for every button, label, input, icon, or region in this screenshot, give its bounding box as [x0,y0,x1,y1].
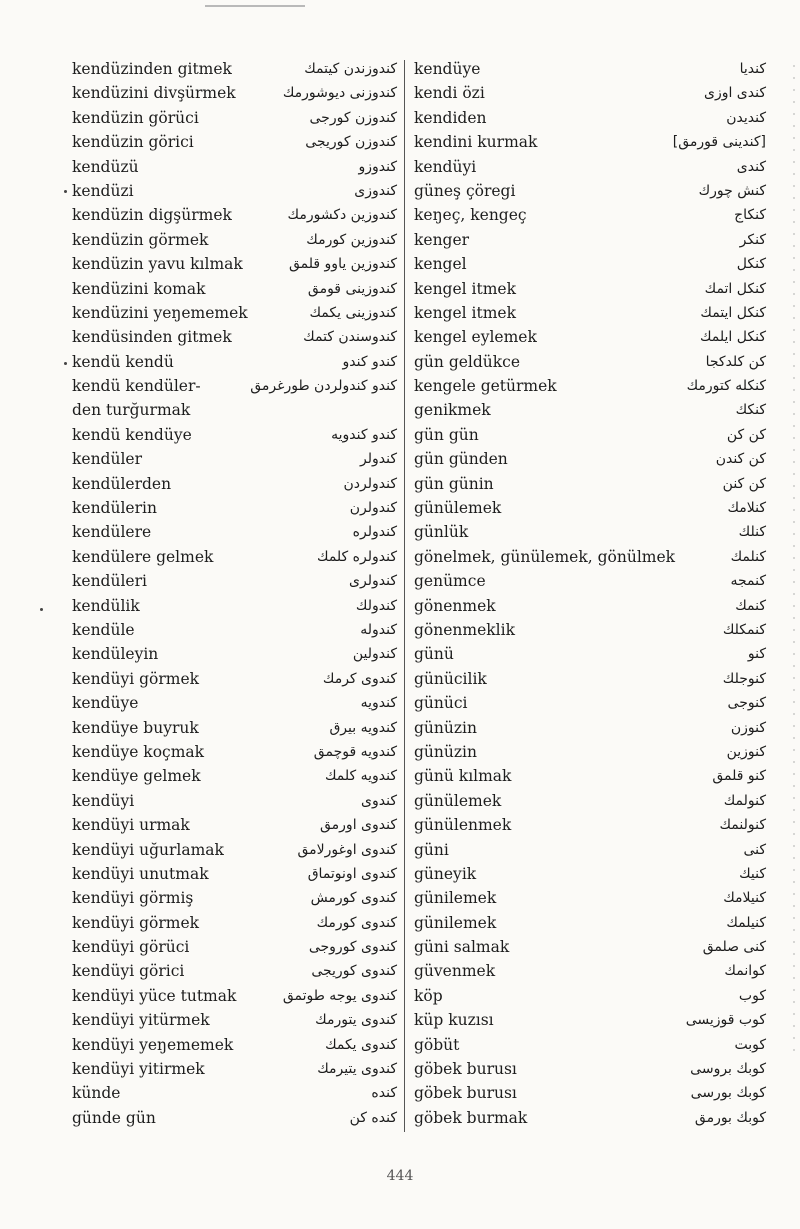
entry-ottoman: كندولره [352,524,397,541]
dictionary-entry [72,691,397,715]
entry-ottoman: كندى اوزى [703,85,766,102]
entry-latin: göbek burusı [414,1060,517,1079]
dictionary-entry [414,1106,766,1130]
dictionary-entry [414,935,766,959]
dictionary-entry [414,447,766,471]
entry-latin: günilemek [414,889,497,908]
entry-ottoman: كنى [743,841,766,858]
dictionary-entry [72,569,397,593]
dictionary-entry [72,423,397,447]
ink-speck [64,190,67,193]
entry-ottoman: كنكل اتمك [704,280,766,297]
dictionary-entry [72,642,397,666]
entry-ottoman: كنيك [739,865,766,882]
entry-ottoman: كنيلامك [723,890,766,907]
top-rule [205,5,305,7]
entry-ottoman: كندوزينى قومق [307,280,397,297]
entry-ottoman: كنمك [735,597,766,614]
dictionary-entry [414,984,766,1008]
dictionary-entry [414,1008,766,1032]
entry-ottoman: كوب قوزيسى [685,1012,766,1029]
dictionary-entry [72,130,397,154]
entry-ottoman: كنيلمك [726,914,766,931]
entry-latin: kendüleri [72,572,147,591]
ink-speck [40,608,43,611]
dictionary-entry [72,520,397,544]
entry-ottoman: كن كلدكجا [705,353,766,370]
entry-ottoman: كنكك [735,402,766,419]
dictionary-entry [72,81,397,105]
dictionary-entry [414,764,766,788]
dictionary-entry [72,740,397,764]
entry-ottoman: كندو كندو [342,353,397,370]
dictionary-entry [72,374,397,398]
entry-ottoman: كندوزن كوريجى [305,134,397,151]
entry-latin: güni [414,840,449,859]
entry-latin: kendü kendü [72,352,174,371]
entry-ottoman: كنمجه [730,573,766,590]
entry-ottoman: كندوى يتيرمك [317,1061,397,1078]
dictionary-entry [414,423,766,447]
entry-latin: güvenmek [414,962,496,981]
entry-ottoman: كندوى [361,792,397,809]
dictionary-entry [414,252,766,276]
dictionary-entry [72,813,397,837]
page-edge-speckle [792,60,796,1060]
entry-latin: gönenmeklik [414,620,515,639]
entry-ottoman: كن كن [726,426,766,443]
entry-ottoman: كندوزين كورمك [306,231,397,248]
dictionary-entry [72,1033,397,1057]
entry-ottoman: كندوزو [358,158,397,175]
entry-latin: gün günden [414,450,508,469]
dictionary-entry [72,155,397,179]
entry-ottoman: كنولمك [723,792,766,809]
dictionary-entry [414,594,766,618]
entry-latin: kendüle [72,620,135,639]
entry-ottoman: كندو كندولردن طورغرمق [250,378,397,395]
dictionary-entry [72,862,397,886]
dictionary-entry [414,789,766,813]
dictionary-entry [414,813,766,837]
entry-ottoman: كندى [736,158,766,175]
entry-ottoman: كندويه بيرق [329,719,397,736]
dictionary-entry [414,691,766,715]
entry-latin: kendüyi uğurlamak [72,840,224,859]
dictionary-entry [72,1081,397,1105]
entry-ottoman: كنلمك [730,548,766,565]
dictionary-entry [72,1057,397,1081]
right-column [414,57,766,1130]
dictionary-entry [72,886,397,910]
dictionary-entry [414,1033,766,1057]
dictionary-entry [414,325,766,349]
entry-ottoman: كندولر [360,451,397,468]
entry-latin: köp [414,986,443,1005]
dictionary-entry [414,496,766,520]
dictionary-entry [414,667,766,691]
entry-latin: kendüyi görmek [72,913,200,932]
entry-latin: kenger [414,230,470,249]
dictionary-entry [414,398,766,422]
dictionary-entry [72,398,397,422]
entry-latin: güneş çöregi [414,181,516,200]
entry-latin: kendüye buyruk [72,718,199,737]
dictionary-entry [72,252,397,276]
dictionary-entry [414,155,766,179]
entry-ottoman: كندوسندن كتمك [303,329,397,346]
entry-latin: kengel [414,255,467,274]
dictionary-entry [72,106,397,130]
dictionary-entry [414,1057,766,1081]
entry-latin: kendüyi görmiş [72,889,194,908]
entry-latin: gün geldükce [414,352,521,371]
entry-ottoman: كنمكلك [722,621,766,638]
entry-ottoman: كندوى كوريجى [311,963,397,980]
dictionary-entry [72,57,397,81]
entry-ottoman: كندوزنى ديوشورمك [282,85,397,102]
entry-latin: küp kuzısı [414,1011,494,1030]
entry-latin: kendüzin yavu kılmak [72,255,243,274]
dictionary-entry [414,81,766,105]
dictionary-entry [414,838,766,862]
entry-latin: kendülere gelmek [72,547,214,566]
entry-ottoman: كنش چورك [698,182,766,199]
entry-latin: kendüyi yitirmek [72,1060,205,1079]
dictionary-entry [72,1008,397,1032]
dictionary-entry [72,350,397,374]
dictionary-entry [72,447,397,471]
dictionary-entry [72,911,397,935]
entry-ottoman: كندوى اونوتماق [307,865,397,882]
dictionary-entry [414,520,766,544]
dictionary-entry [414,106,766,130]
entry-ottoman: كنو [747,646,766,663]
entry-latin: keŋeç, kengeç [414,206,527,225]
entry-latin: kendülerin [72,499,157,518]
entry-latin: kendüye gelmek [72,767,201,786]
entry-latin: günde gün [72,1108,156,1127]
dictionary-entry [414,740,766,764]
entry-latin: genümce [414,572,486,591]
entry-latin: kendüzi [72,181,134,200]
entry-ottoman: كندويه كلمك [324,768,397,785]
entry-latin: kengele getürmek [414,377,557,396]
entry-ottoman: كنكل ايتمك [700,304,766,321]
entry-ottoman: كندوى يتورمك [315,1012,397,1029]
entry-latin: kendüzini divşürmek [72,84,236,103]
entry-ottoman: كنده كن [349,1109,397,1126]
dictionary-entry [414,130,766,154]
entry-latin: kendüyi görüci [72,938,190,957]
entry-latin: den turğurmak [72,401,191,420]
entry-ottoman: كندوى كورمش [310,890,397,907]
dictionary-entry [414,911,766,935]
entry-ottoman: كنديا [739,61,766,77]
entry-ottoman: كوب [738,987,766,1004]
entry-ottoman: كنكر [739,231,766,248]
entry-latin: kendüzini komak [72,279,206,298]
entry-latin: kendüyi yeŋememek [72,1035,234,1054]
entry-latin: kendülik [72,596,140,615]
entry-ottoman: كنولنمك [719,817,766,834]
entry-latin: günüzin [414,718,477,737]
entry-latin: kendini kurmak [414,133,538,152]
dictionary-entry [72,984,397,1008]
entry-latin: kendüyi yüce tutmak [72,986,237,1005]
entry-latin: kendülerden [72,474,172,493]
entry-latin: kendi özi [414,84,485,103]
entry-ottoman: كوانمك [724,963,766,980]
entry-ottoman: كندوى اورمق [320,817,397,834]
entry-latin: kendüyi yitürmek [72,1011,210,1030]
entry-ottoman: كندوزى [354,182,397,199]
dictionary-entry [414,301,766,325]
entry-ottoman: كندوى كوروجى [308,939,397,956]
entry-ottoman: كنوجى [727,695,766,712]
entry-ottoman: كنلامك [727,500,766,517]
dictionary-entry [72,935,397,959]
column-divider [404,60,405,1132]
entry-latin: göbüt [414,1035,460,1054]
entry-latin: kendülere [72,523,152,542]
entry-latin: kendiden [414,108,487,127]
entry-latin: kendü kendüler- [72,377,201,396]
entry-ottoman: كنكاج [734,207,766,224]
entry-ottoman: كنده [371,1085,397,1102]
entry-latin: güneyik [414,864,477,883]
dictionary-entry [72,594,397,618]
entry-latin: kendüyi [414,157,477,176]
dictionary-entry [414,1081,766,1105]
dictionary-entry [414,179,766,203]
entry-latin: kendüzin görüci [72,108,199,127]
entry-ottoman: كندولين [352,646,397,663]
entry-latin: kendüye [72,694,139,713]
entry-ottoman: كندوزندن كيتمك [304,61,397,77]
entry-ottoman: كندوزين ياوو قلمق [289,256,397,273]
entry-ottoman: كنكله كتورمك [686,378,766,395]
dictionary-entry [72,838,397,862]
dictionary-entry [72,179,397,203]
dictionary-entry [414,642,766,666]
entry-latin: kendüler [72,450,142,469]
dictionary-entry [414,545,766,569]
entry-latin: kengel eylemek [414,328,537,347]
dictionary-entry [72,203,397,227]
dictionary-entry [72,228,397,252]
entry-latin: genikmek [414,401,491,420]
dictionary-entry [414,203,766,227]
entry-latin: künde [72,1084,121,1103]
entry-ottoman: كنلك [738,524,766,541]
entry-latin: kendüye koçmak [72,742,205,761]
entry-latin: kendüzin görici [72,133,194,152]
entry-ottoman: كندولرى [349,573,397,590]
entry-ottoman: كندوى يوجه طوتمق [282,987,397,1004]
entry-ottoman: كنكل ايلمك [700,329,766,346]
dictionary-entry [414,228,766,252]
entry-latin: göbek burmak [414,1108,528,1127]
dictionary-entry [72,277,397,301]
entry-ottoman: كنى صلمق [702,939,766,956]
entry-ottoman: كندوزين دكشورمك [287,207,397,224]
dictionary-entry [414,569,766,593]
entry-latin: kendüyi görmek [72,669,200,688]
dictionary-entry [414,716,766,740]
entry-ottoman: كندويه قوچمق [313,743,397,760]
entry-latin: kengel itmek [414,303,516,322]
dictionary-entry [414,374,766,398]
entry-ottoman: كندولردن [343,475,397,492]
entry-ottoman: كنوزن [730,719,766,736]
left-column [72,57,397,1130]
entry-latin: kendüsinden gitmek [72,328,232,347]
entry-latin: gönelmek, günülemek, gönülmek [414,547,676,566]
entry-latin: gün günin [414,474,494,493]
entry-ottoman: كنديدن [726,109,766,126]
dictionary-entry [414,862,766,886]
entry-ottoman: كوبك بورسى [690,1085,766,1102]
entry-ottoman: كندوزينى يكمك [309,304,397,321]
page-number: 444 [386,1168,414,1184]
dictionary-entry [72,545,397,569]
entry-latin: gönenmek [414,596,496,615]
dictionary-entry [72,716,397,740]
entry-ottoman: كن كندن [715,451,766,468]
entry-ottoman: كندوى اوغورلامق [297,841,397,858]
dictionary-entry [72,325,397,349]
entry-latin: gün gün [414,425,479,444]
entry-latin: günüzin [414,742,477,761]
dictionary-entry [72,496,397,520]
entry-latin: kendüzin görmek [72,230,209,249]
entry-latin: günü [414,645,454,664]
entry-ottoman: [كندينى قورمق] [672,134,766,151]
entry-latin: günücilik [414,669,487,688]
entry-latin: göbek burusı [414,1084,517,1103]
entry-ottoman: كندو كندويه [331,426,397,443]
entry-latin: kendüyi urmak [72,816,190,835]
dictionary-entry [414,959,766,983]
dictionary-entry [414,618,766,642]
entry-ottoman: كندولك [355,597,397,614]
entry-latin: güni salmak [414,938,510,957]
entry-latin: kendüzini yeŋememek [72,303,248,322]
dictionary-entry [414,57,766,81]
entry-latin: günü kılmak [414,767,512,786]
entry-latin: kendüyi unutmak [72,864,209,883]
entry-ottoman: كوبك بورمق [694,1109,766,1126]
entry-latin: günülemek [414,499,502,518]
entry-ottoman: كنوزين [726,743,766,760]
dictionary-entry [72,301,397,325]
dictionary-entry [72,472,397,496]
entry-latin: kendüzinden gitmek [72,60,232,78]
entry-ottoman: كندوله [360,621,397,638]
entry-ottoman: كندويه [360,695,397,712]
entry-ottoman: كنوجلك [722,670,766,687]
entry-ottoman: كندولرن [349,500,397,517]
entry-latin: günüci [414,694,468,713]
entry-ottoman: كنكل [736,256,766,273]
entry-ottoman: كندوى كورمك [316,914,397,931]
entry-latin: günilemek [414,913,497,932]
entry-latin: günülenmek [414,816,512,835]
dictionary-entry [72,667,397,691]
entry-latin: kendüye [414,60,481,78]
entry-latin: kendüzü [72,157,139,176]
dictionary-entry [414,277,766,301]
ink-speck [64,362,67,365]
entry-ottoman: كوبك بروسى [690,1061,766,1078]
entry-latin: kendü kendüye [72,425,192,444]
dictionary-entry [72,1106,397,1130]
entry-ottoman: كندولره كلمك [317,548,397,565]
entry-ottoman: كوبت [734,1036,766,1053]
entry-latin: kendüyi [72,791,135,810]
entry-ottoman: كنو قلمق [712,768,766,785]
dictionary-entry [72,764,397,788]
dictionary-entry [72,959,397,983]
entry-latin: kendüleyin [72,645,159,664]
dictionary-entry [414,886,766,910]
entry-ottoman: كندوزن كورجى [309,109,397,126]
dictionary-entry [72,789,397,813]
entry-latin: kengel itmek [414,279,516,298]
entry-latin: kendüzin digşürmek [72,206,232,225]
entry-latin: günlük [414,523,469,542]
dictionary-entry [414,350,766,374]
dictionary-entry [414,472,766,496]
entry-ottoman: كندوى يكمك [325,1036,397,1053]
entry-latin: günülemek [414,791,502,810]
entry-ottoman: كندوى كرمك [322,670,397,687]
entry-latin: kendüyi görici [72,962,185,981]
entry-ottoman: كن كنن [722,475,766,492]
dictionary-entry [72,618,397,642]
